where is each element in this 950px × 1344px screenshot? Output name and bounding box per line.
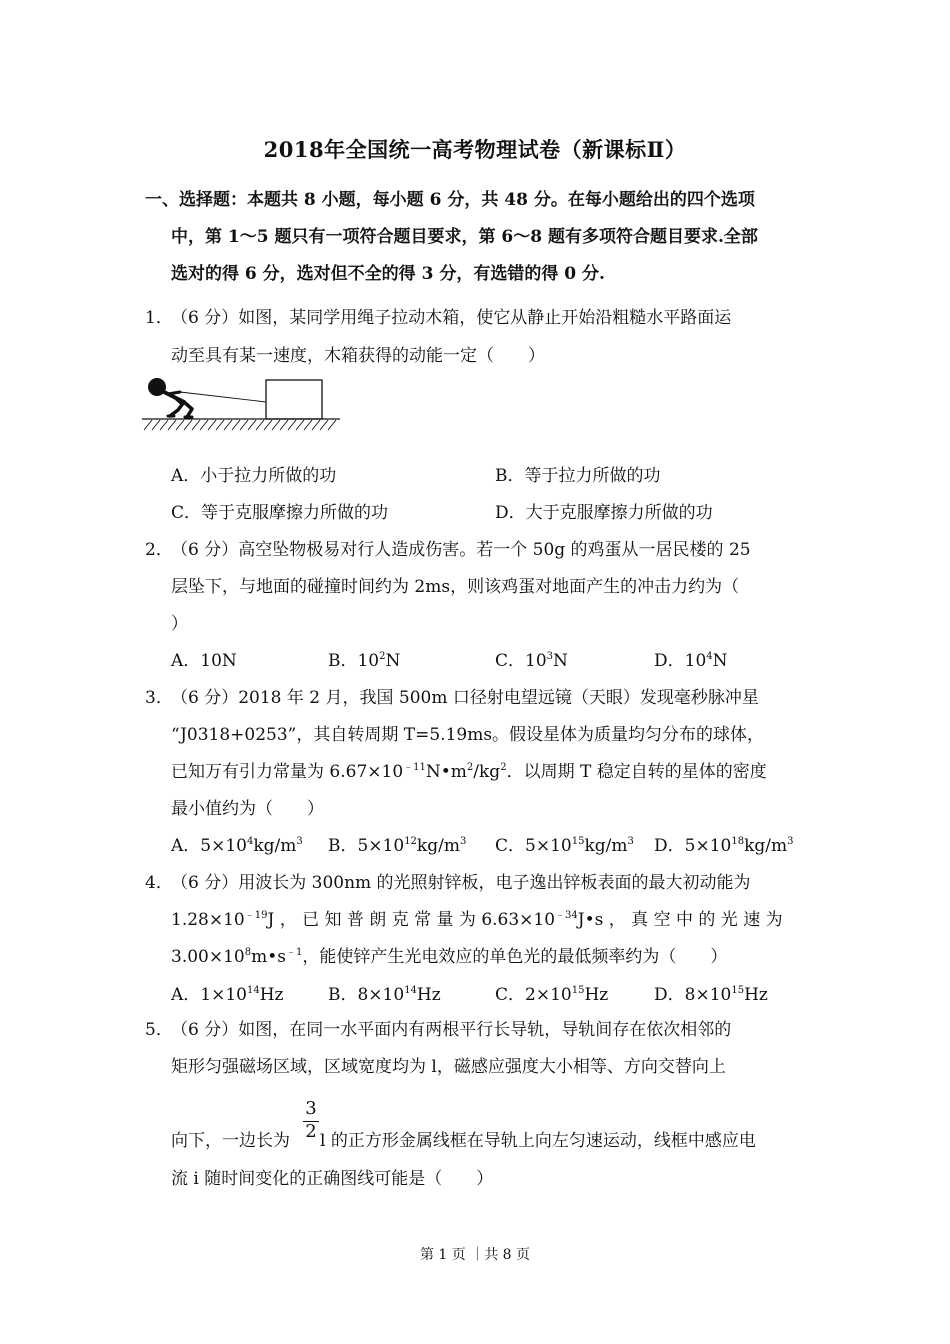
- person-figure: [148, 378, 192, 417]
- question-5-line-1: （6 分）如图，在同一水平面内有两根平行长导轨，导轨间存在依次相邻的: [171, 1020, 732, 1040]
- fraction-denominator: 2: [305, 1121, 317, 1142]
- question-1-option-a: A．小于拉力所做的功: [171, 466, 337, 486]
- question-4-option-b: B．$8\times 10^{14}Hz$: [328, 985, 441, 1005]
- wooden-box: [266, 380, 322, 419]
- question-2-option-b: B．$10^2N$: [328, 651, 401, 671]
- section-line-2: 中，第 1～5 题只有一项符合题目要求，第 6～8 题有多项符合题目要求.全部: [171, 227, 758, 247]
- rope: [180, 392, 266, 402]
- question-1-number: 1．: [145, 308, 173, 328]
- page-footer: 第 1 页 ｜共 8 页: [419, 1247, 531, 1263]
- ground-hatching: [144, 420, 336, 430]
- section-instructions: [145, 182, 810, 293]
- question-3-option-b: B．$5\times 10^{12}kg/m^3$: [328, 836, 467, 856]
- question-4-line-3: $3.00\times 10^8m•s^{﹣1}$，能使锌产生光电效应的单色光的最低频率约为（ ）: [171, 947, 728, 967]
- question-4-number: 4．: [145, 873, 173, 893]
- question-2-option-c: C．$10^3N$: [495, 651, 568, 671]
- question-2-option-d: D．$10^4N$: [654, 651, 728, 671]
- question-2-line-3: ）: [171, 614, 188, 634]
- question-5-line-2: 矩形匀强磁场区域，区域宽度均为 l，磁感应强度大小相等、方向交替向上: [171, 1057, 726, 1077]
- question-4-line-2: $1.28\times 10^{﹣19}J$ ， 已 知 普 朗 克 常 量 为 $6.63\times 10^{﹣34}J•s$ ， 真 空 中 的 光 速 为: [171, 910, 783, 930]
- question-3-option-c: C．$5\times 10^{15}kg/m^3$: [495, 836, 634, 856]
- question-3-line-3: 已知万有引力常量为 $6.67\times 10^{﹣11}N•m^2/kg^2$．以周期 T 稳定自转的星体的密度: [171, 762, 767, 782]
- question-5-line-4: 流 i 随时间变化的正确图线可能是（ ）: [171, 1169, 494, 1189]
- question-4-option-c: C．$2\times 10^{15}Hz$: [495, 985, 609, 1005]
- question-4-option-a: A．$1\times 10^{14}Hz$: [171, 985, 284, 1005]
- question-3-option-a: A．$5\times 10^4kg/m^3$: [171, 836, 303, 856]
- fraction-numerator: 3: [305, 1098, 317, 1119]
- question-4-option-d: D．$8\times 10^{15}Hz$: [654, 985, 768, 1005]
- question-2-option-a: A．10N: [171, 651, 237, 671]
- question-3-line-1: （6 分）2018 年 2 月，我国 500m 口径射电望远镜（天眼）发现毫秒脉冲星: [171, 688, 759, 708]
- question-3-option-d: D．$5\times 10^{18}kg/m^3$: [654, 836, 794, 856]
- question-3-line-2: “J0318+0253”，其自转周期 T=5.19ms。假设星体为质量均匀分布的球体，: [171, 725, 765, 745]
- question-1-option-c: C．等于克服摩擦力所做的功: [171, 503, 389, 523]
- pulling-box-figure: [140, 372, 350, 438]
- question-3-line-4: 最小值约为（ ）: [171, 799, 324, 819]
- question-4-line-1: （6 分）用波长为 300nm 的光照射锌板，电子逸出锌板表面的最大初动能为: [171, 873, 751, 893]
- section-line-1: 一、选择题：本题共 8 小题，每小题 6 分，共 48 分。在每小题给出的四个选项: [145, 190, 755, 210]
- section-line-3: 选对的得 6 分，选对但不全的得 3 分，有选错的得 0 分.: [171, 264, 605, 284]
- question-1-option-b: B．等于拉力所做的功: [495, 466, 661, 486]
- question-3-number: 3．: [145, 688, 173, 708]
- question-5-number: 5．: [145, 1020, 173, 1040]
- question-1-line-1: （6 分）如图，某同学用绳子拉动木箱，使它从静止开始沿粗糙水平路面运: [171, 308, 732, 328]
- question-2-line-1: （6 分）高空坠物极易对行人造成伤害。若一个 50g 的鸡蛋从一居民楼的 25: [171, 540, 751, 560]
- question-2-line-2: 层坠下，与地面的碰撞时间约为 2ms，则该鸡蛋对地面产生的冲击力约为（: [171, 577, 740, 597]
- question-1-line-2: 动至具有某一速度，木箱获得的动能一定（ ）: [171, 346, 545, 366]
- question-1-option-d: D．大于克服摩擦力所做的功: [495, 503, 713, 523]
- question-5-line-3-post: l 的正方形金属线框在导轨上向左匀速运动，线框中感应电: [320, 1131, 756, 1151]
- exam-title: 2018年全国统一高考物理试卷（新课标Ⅱ）: [263, 137, 687, 162]
- question-2-number: 2．: [145, 540, 173, 560]
- question-5-line-3-pre: 向下，一边长为: [171, 1131, 290, 1151]
